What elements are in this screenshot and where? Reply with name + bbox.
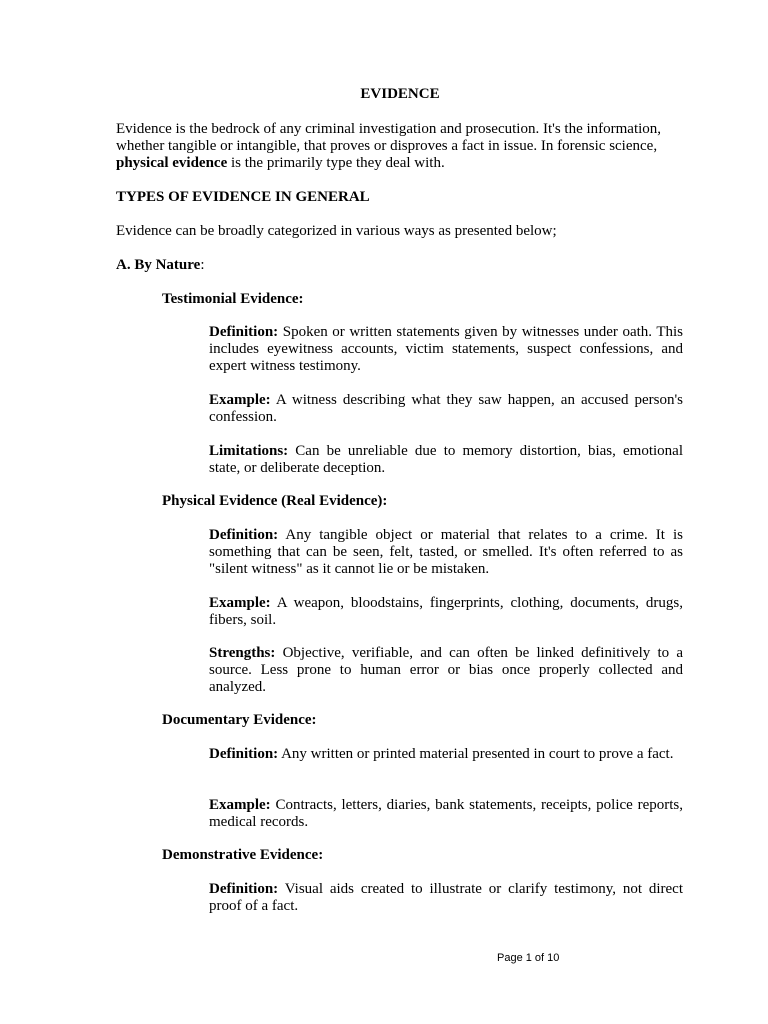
item-text: Objective, verifiable, and can often be linked definitively to a source. Less prone to human error or bias once properly collected and analyzed.: [209, 645, 683, 695]
item-label: Definition:: [209, 324, 279, 340]
item-text: Contracts, letters, diaries, bank statements, receipts, police reports, medical records.: [209, 797, 683, 830]
documentary-definition: [209, 746, 683, 763]
intro-text-end: is the primarily type they deal with.: [227, 155, 445, 171]
item-label: Definition:: [209, 527, 279, 543]
physical-strengths: [209, 645, 683, 696]
intro-paragraph: [116, 121, 683, 172]
type-heading-documentary: Documentary Evidence:: [162, 712, 317, 728]
section-heading: TYPES OF EVIDENCE IN GENERAL: [116, 189, 370, 205]
testimonial-example: [209, 392, 683, 426]
physical-definition: [209, 527, 683, 578]
intro-bold-term: physical evidence: [116, 155, 228, 171]
type-heading-physical: Physical Evidence (Real Evidence):: [162, 493, 388, 509]
page-number: Page 1 of 10: [497, 952, 560, 964]
demonstrative-definition: [209, 881, 683, 915]
item-label: Example:: [209, 595, 271, 611]
item-label: Example:: [209, 392, 271, 408]
item-label: Example:: [209, 797, 271, 813]
type-heading-testimonial: Testimonial Evidence:: [162, 291, 304, 307]
testimonial-limitations: [209, 443, 683, 477]
testimonial-definition: [209, 324, 683, 375]
documentary-example: [209, 797, 683, 831]
category-label: A. By Nature: [116, 257, 201, 273]
item-text: Can be unreliable due to memory distortion, bias, emotional state, or deliberate deception.: [209, 443, 683, 476]
item-text: Visual aids created to illustrate or clarify testimony, not direct proof of a fact.: [209, 881, 683, 914]
item-label: Strengths:: [209, 645, 276, 661]
category-heading: [116, 257, 683, 274]
item-text: Spoken or written statements given by witnesses under oath. This includes eyewitness accounts, victim statements, suspect confessions, and expert witness testimony.: [209, 324, 683, 374]
item-text: A weapon, bloodstains, fingerprints, clothing, documents, drugs, fibers, soil.: [209, 595, 683, 628]
page-title: EVIDENCE: [360, 86, 440, 102]
intro-text: Evidence is the bedrock of any criminal investigation and prosecution. It's the information, whether tangible or intangible, that proves or disproves a fact in issue. In forensic science,: [116, 121, 662, 154]
item-label: Definition:: [209, 881, 279, 897]
item-label: Limitations:: [209, 443, 289, 459]
item-text: Any written or printed material presented in court to prove a fact.: [278, 746, 674, 762]
type-heading-demonstrative: Demonstrative Evidence:: [162, 847, 324, 863]
item-label: Definition:: [209, 746, 279, 762]
item-text: Any tangible object or material that relates to a crime. It is something that can be seen, felt, tasted, or smelled. It's often referred to as "silent witness" as it cannot lie or be mistaken.: [209, 527, 683, 577]
category-colon: :: [200, 257, 205, 273]
section-intro: Evidence can be broadly categorized in various ways as presented below;: [116, 223, 557, 239]
item-text: A witness describing what they saw happen, an accused person's confession.: [209, 392, 683, 425]
physical-example: [209, 595, 683, 629]
